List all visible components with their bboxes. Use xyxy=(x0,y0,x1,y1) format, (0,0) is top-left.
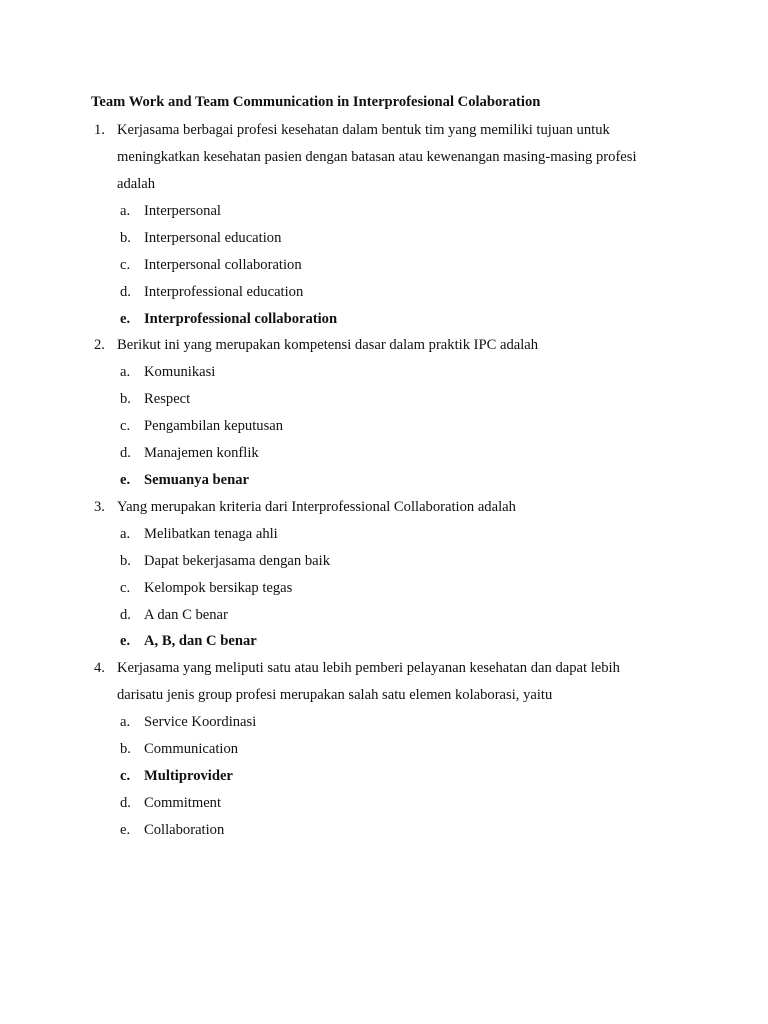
option-letter: a. xyxy=(120,203,131,219)
answer-option xyxy=(0,359,768,386)
option-list xyxy=(0,709,768,843)
option-text: Semuanya benar xyxy=(144,472,250,489)
question-text: Kerjasama yang meliputi satu atau lebih pemberi pelayanan kesehatan dan dapat lebih darisatu jenis group profesi merupakan salah satu elemen kolaborasi, yaitu xyxy=(117,660,620,704)
option-text: Interpersonal collaboration xyxy=(144,256,302,273)
question-text: Berikut ini yang merupakan kompetensi dasar dalam praktik IPC adalah xyxy=(117,337,539,354)
answer-option xyxy=(0,440,768,467)
option-text: Melibatkan tenaga ahli xyxy=(144,525,278,542)
option-letter: b. xyxy=(120,229,131,246)
answer-option xyxy=(0,709,768,736)
answer-option-correct xyxy=(0,467,768,494)
answer-option xyxy=(0,548,768,575)
answer-option xyxy=(0,521,768,548)
option-text: Manajemen konflik xyxy=(144,445,259,462)
option-letter: d. xyxy=(120,795,131,812)
question-row xyxy=(0,494,669,521)
answer-option xyxy=(0,602,768,629)
option-letter: e. xyxy=(120,821,131,838)
question-row xyxy=(0,332,669,359)
option-text: Komunikasi xyxy=(144,364,216,381)
option-text: A dan C benar xyxy=(144,606,228,623)
question-number: 3. xyxy=(94,498,105,515)
question-number: 2. xyxy=(94,337,105,354)
option-text: Kelompok bersikap tegas xyxy=(144,579,293,596)
answer-option-correct xyxy=(0,628,768,655)
option-text: Service Koordinasi xyxy=(144,714,257,731)
option-text: Dapat bekerjasama dengan baik xyxy=(144,552,330,569)
option-text: Commitment xyxy=(144,795,222,812)
answer-option-correct xyxy=(0,763,768,790)
option-text: Interprofessional collaboration xyxy=(144,310,338,327)
option-letter: a. xyxy=(120,525,131,542)
option-text: Interprofessional education xyxy=(144,283,304,300)
option-list xyxy=(0,521,768,655)
question-text: Kerjasama berbagai profesi kesehatan dalam bentuk tim yang memiliki tujuan untuk meningkatkan kesehatan pasien dengan batasan atau kewenangan masing-masing profesi adalah xyxy=(117,122,637,192)
option-text: Collaboration xyxy=(144,821,225,838)
option-text: Multiprovider xyxy=(144,768,233,785)
answer-option xyxy=(0,252,768,279)
question-item xyxy=(0,117,768,332)
option-text: Interpersonal education xyxy=(144,229,282,246)
option-text: A, B, dan C benar xyxy=(144,633,257,650)
option-list xyxy=(0,198,768,332)
answer-option-correct xyxy=(0,306,768,333)
question-item xyxy=(0,655,768,843)
question-item xyxy=(0,494,768,655)
option-letter: b. xyxy=(120,391,131,408)
answer-option xyxy=(0,790,768,817)
question-text: Yang merupakan kriteria dari Interprofessional Collaboration adalah xyxy=(117,498,516,515)
option-letter: e. xyxy=(120,310,131,327)
question-row xyxy=(0,117,669,198)
answer-option xyxy=(0,413,768,440)
question-number: 1. xyxy=(94,122,105,138)
option-text: Interpersonal xyxy=(144,203,221,219)
answer-option xyxy=(0,386,768,413)
answer-option xyxy=(0,575,768,602)
option-letter: a. xyxy=(120,714,131,731)
option-text: Communication xyxy=(144,741,239,758)
answer-option xyxy=(0,225,768,252)
answer-option xyxy=(0,817,768,844)
option-letter: d. xyxy=(120,606,131,623)
option-letter: c. xyxy=(120,579,131,596)
option-letter: c. xyxy=(120,768,131,785)
option-letter: b. xyxy=(120,552,131,569)
question-row xyxy=(0,655,669,709)
option-letter: d. xyxy=(120,445,131,462)
question-number: 4. xyxy=(94,660,105,677)
option-letter: c. xyxy=(120,256,131,273)
option-letter: e. xyxy=(120,633,131,650)
option-letter: c. xyxy=(120,418,131,435)
option-letter: d. xyxy=(120,283,131,300)
answer-option xyxy=(0,198,768,225)
option-text: Respect xyxy=(144,391,191,408)
option-text: Pengambilan keputusan xyxy=(144,418,284,435)
question-list xyxy=(0,117,768,844)
option-letter: e. xyxy=(120,472,131,489)
answer-option xyxy=(0,736,768,763)
document-title: Team Work and Team Communication in Interprofesional Colaboration xyxy=(91,94,541,110)
question-item xyxy=(0,332,768,493)
option-list xyxy=(0,359,768,493)
answer-option xyxy=(0,279,768,306)
option-letter: a. xyxy=(120,364,131,381)
option-letter: b. xyxy=(120,741,131,758)
